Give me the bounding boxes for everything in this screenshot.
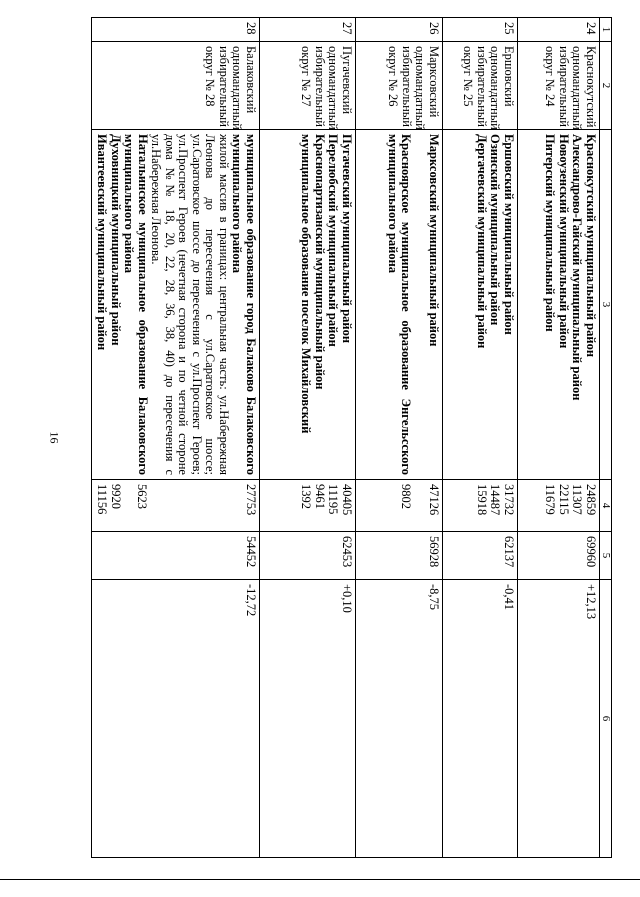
total-cell: 56928 [356, 532, 443, 580]
population: 9461 [313, 484, 327, 509]
population: 11195 [326, 484, 341, 515]
population: 1392 [299, 484, 314, 509]
population: 40405 [340, 484, 354, 516]
total-cell: 62453 [260, 532, 356, 580]
total-cell: 62137 [443, 532, 518, 580]
population: 11156 [95, 484, 110, 515]
constituency-name: Балаковский одномандатный избирательный округ № 28 [92, 42, 260, 130]
district: Питерский муниципальный район [543, 134, 558, 332]
row-number: 24 [518, 18, 600, 42]
page-number: 16 [47, 431, 62, 444]
district: Озинский муниципальный район [488, 134, 503, 326]
row-number: 26 [356, 18, 443, 42]
population: 22115 [557, 484, 571, 515]
deviation-cell: -0,41 [443, 580, 518, 858]
population: 5623 [135, 484, 150, 509]
deviation-cell: +12,13 [518, 580, 600, 858]
total-cell: 69960 [518, 532, 600, 580]
district: Духовницкий муниципальный район [109, 134, 123, 346]
header-col-5: 5 [600, 532, 612, 580]
deviation-cell: +0,10 [260, 580, 356, 858]
population-cell [356, 480, 443, 532]
district: Натальинское муниципальное образование Балаковского муниципального района [122, 134, 150, 475]
table-row [356, 18, 443, 858]
district: Красноярское муниципальное образование Энгельсского муниципального района [386, 134, 414, 475]
deviation-cell: -8,75 [356, 580, 443, 858]
district-description: жилой массив в границах: центральная часть: ул.Набережная Леонова до пересечения с ул.Саратовское шоссе; ул.Саратовское шоссе до пересечения с ул.Проспект Героев; ул.Проспект Героев (нечетная сторона и по четной стороне дома №№ 18, 20, 22, 28, 36, 38, 40) до пересечения с ул.Набережная Леонова. [149, 134, 231, 475]
districts-cell [92, 130, 260, 480]
population-cell [443, 480, 518, 532]
districts-cell [260, 130, 356, 480]
population: 15918 [475, 484, 489, 516]
header-col-6: 6 [600, 580, 612, 858]
bottom-rule [0, 879, 640, 880]
population: 24859 [584, 484, 598, 516]
constituency-name: Марксовский одномандатный избирательный округ № 26 [356, 42, 443, 130]
district: Марксовский муниципальный район [427, 134, 441, 347]
rotated-table-container [90, 17, 612, 857]
district: Пугачевский муниципальный район [340, 134, 354, 344]
districts-cell [518, 130, 600, 480]
row-number: 27 [260, 18, 356, 42]
total-cell: 54452 [92, 532, 260, 580]
population: 11307 [570, 484, 585, 515]
population-cell [518, 480, 600, 532]
district: муниципальное образование поселок Михайловский [299, 134, 314, 434]
table-row [518, 18, 600, 858]
row-number: 25 [443, 18, 518, 42]
population: 31732 [502, 484, 516, 516]
header-col-2: 2 [600, 42, 612, 130]
population: 47126 [427, 484, 441, 516]
district: Ершовский муниципальный район [502, 134, 516, 335]
header-row [600, 18, 612, 858]
district: Новоузенский муниципальный район [557, 134, 571, 349]
district: Перелюбский муниципальный район [326, 134, 341, 347]
header-col-1: 1 [600, 18, 612, 42]
table-row [92, 18, 260, 858]
header-col-3: 3 [600, 130, 612, 480]
population-cell [92, 480, 260, 532]
table-row [260, 18, 356, 858]
districts-cell [356, 130, 443, 480]
district: Дергачевский муниципальный район [475, 134, 489, 349]
district: Краснокутский муниципальный район [584, 134, 598, 358]
population-cell [260, 480, 356, 532]
district: Ивантеевский муниципальный район [95, 134, 110, 351]
constituency-name: Краснокутский одномандатный избирательный округ № 24 [518, 42, 600, 130]
population: 9920 [109, 484, 123, 509]
population: 9802 [399, 484, 414, 509]
population: 27753 [244, 484, 258, 516]
header-col-4: 4 [600, 480, 612, 532]
table-row [443, 18, 518, 858]
constituency-name: Ершовский одномандатный избирательный округ № 25 [443, 42, 518, 130]
district: Александрово-Гайский муниципальный район [570, 134, 585, 401]
district: муниципальное образование город Балаково Балаковского муниципального района [230, 134, 258, 475]
population: 14487 [488, 484, 503, 516]
constituency-name: Пугачевский одномандатный избирательный округ № 27 [260, 42, 356, 130]
districts-cell [443, 130, 518, 480]
population: 11679 [543, 484, 558, 515]
district: Краснопартизанский муниципальный район [313, 134, 327, 390]
constituency-table [91, 17, 612, 858]
deviation-cell: -12,72 [92, 580, 260, 858]
row-number: 28 [92, 18, 260, 42]
